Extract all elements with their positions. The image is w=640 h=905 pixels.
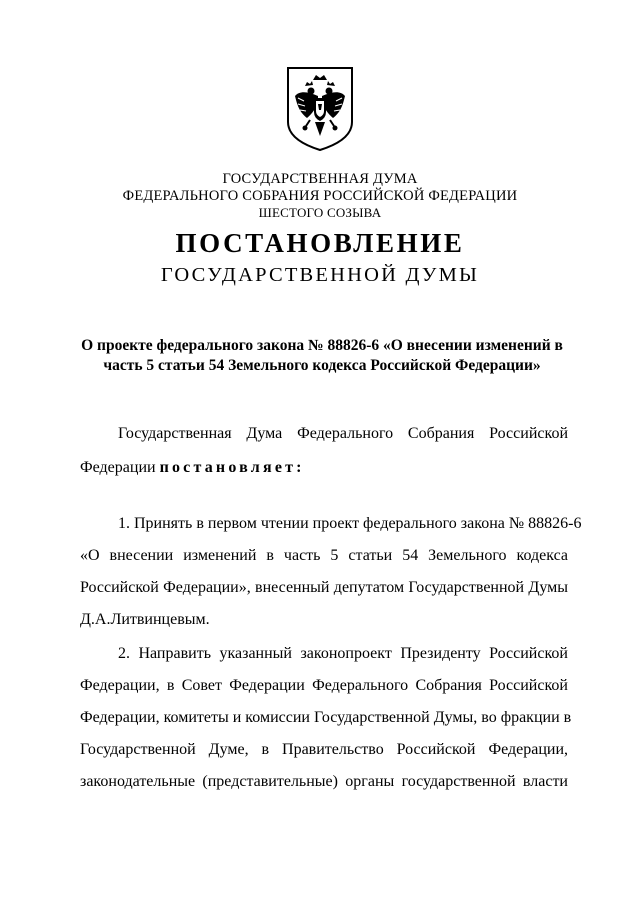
document-issuer-title: ГОСУДАРСТВЕННОЙ ДУМЫ [160, 264, 480, 286]
paragraph2-line4: Государственной Думе, в Правительство Российской Федерации, [80, 741, 568, 758]
resolution-verb: постановляет: [159, 459, 305, 476]
paragraph2-line1: 2. Направить указанный законопроект Президенту Российской [118, 645, 568, 662]
preamble-line2-start: Федерации [80, 459, 160, 476]
subject-line2: часть 5 статьи 54 Земельного кодекса Российской Федерации» [103, 357, 541, 374]
preamble-line1: Государственная Дума Федерального Собрания Российской [118, 425, 568, 442]
paragraph1-line4: Д.А.Литвинцевым. [80, 611, 210, 628]
paragraph2-line2: Федерации, в Совет Федерации Федерального Собрания Российской [80, 677, 568, 694]
organization-name-line2: ФЕДЕРАЛЬНОГО СОБРАНИЯ РОССИЙСКОЙ ФЕДЕРАЦИИ [122, 188, 518, 204]
organization-name-line1: ГОСУДАРСТВЕННАЯ ДУМА [222, 171, 418, 187]
convocation-line: ШЕСТОГО СОЗЫВА [258, 205, 382, 220]
double-headed-eagle-emblem-icon [285, 66, 355, 152]
paragraph1-line1: 1. Принять в первом чтении проект федерального закона № 88826-6 [118, 515, 582, 532]
document-subject [72, 336, 572, 376]
paragraph2-line5: законодательные (представительные) органы государственной власти [80, 773, 568, 790]
subject-line1: О проекте федерального закона № 88826-6 «О внесении изменений в [81, 337, 563, 354]
document-type-title: ПОСТАНОВЛЕНИЕ [175, 228, 465, 258]
paragraph2-line3: Федерации, комитеты и комиссии Государственной Думы, во фракции в [80, 709, 572, 726]
preamble-line2 [80, 458, 568, 478]
paragraph1-line3: Российской Федерации», внесенный депутатом Государственной Думы [80, 579, 568, 596]
paragraph1-line2: «О внесении изменений в часть 5 статьи 54 Земельного кодекса [80, 547, 568, 564]
